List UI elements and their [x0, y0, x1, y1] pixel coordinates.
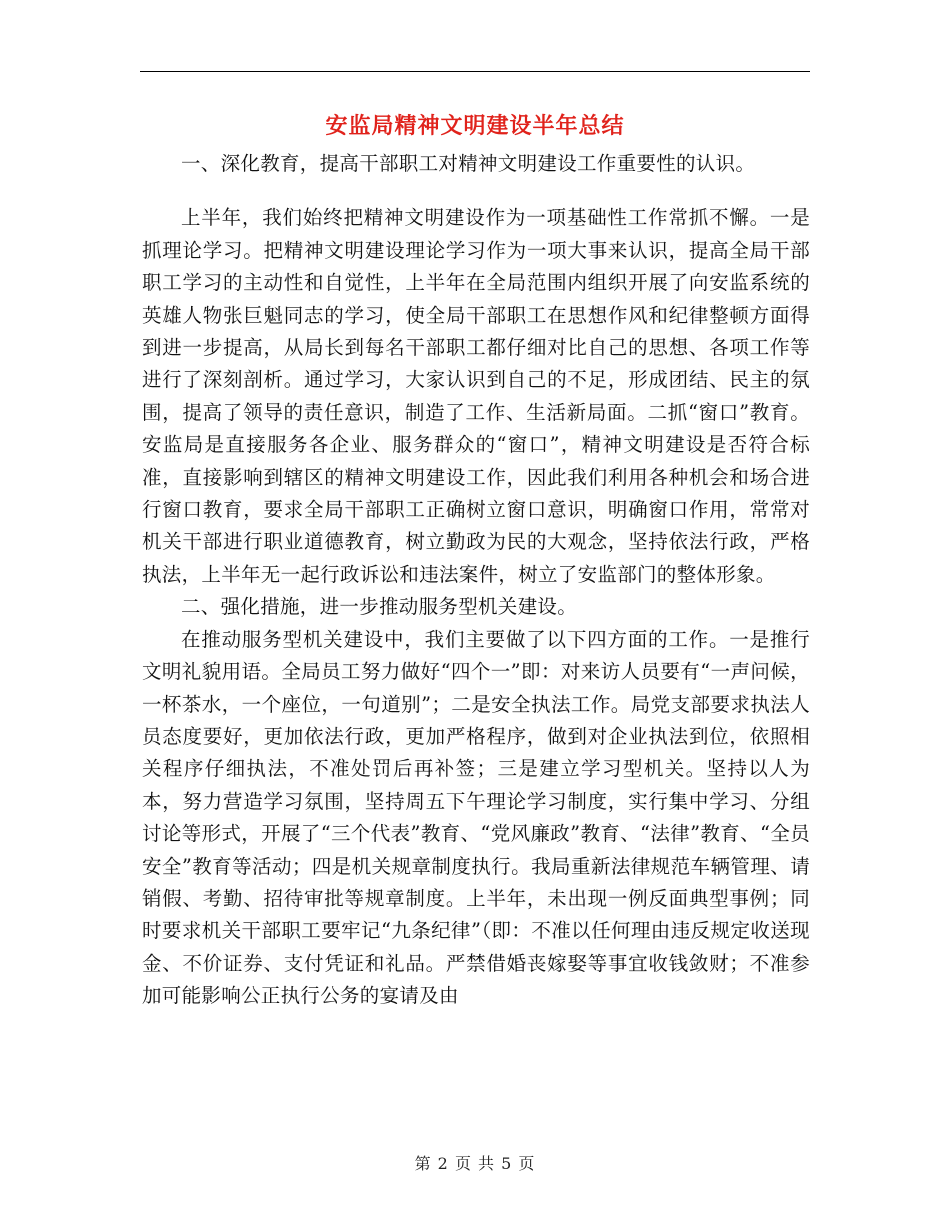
page-number: 第 2 页 共 5 页 — [414, 1154, 536, 1173]
document-body — [142, 148, 810, 1013]
section-heading-1: 一、深化教育，提高干部职工对精神文明建设工作重要性的认识。 — [181, 152, 756, 175]
document-title: 安监局精神文明建设半年总结 — [325, 113, 625, 139]
body-paragraph-1: 上半年，我们始终把精神文明建设作为一项基础性工作常抓不懈。一是抓理论学习。把精神文明建设理论学习作为一项大事来认识，提高全局干部职工学习的主动性和自觉性，上半年在全局范围内组织开展了向安监系统的英雄人物张巨魁同志的学习，使全局干部职工在思想作风和纪律整顿方面得到进一步提高，从局长到每名干部职工都仔细对比自己的思想、各项工作等进行了深刻剖析。通过学习，大家认识到自己的不足，形成团结、民主的氛围，提高了领导的责任意识，制造了工作、生活新局面。二抓“窗口”教育。安监局是直接服务各企业、服务群众的“窗口”，精神文明建设是否符合标准，直接影响到辖区的精神文明建设工作，因此我们利用各种机会和场合进行窗口教育，要求全局干部职工正确树立窗口意识，明确窗口作用，常常对机关干部进行职业道德教育，树立勤政为民的大观念，坚持依法行政，严格执法，上半年无一起行政诉讼和违法案件，树立了安监部门的整体形象。 — [142, 206, 810, 586]
header-rule — [140, 71, 810, 72]
body-paragraph-2: 在推动服务型机关建设中，我们主要做了以下四方面的工作。一是推行文明礼貌用语。全局员工努力做好“四个一”即：对来访人员要有“一声问候，一杯茶水，一个座位，一句道别”；二是安全执法工作。局党支部要求执法人员态度要好，更加依法行政，更加严格程序，做到对企业执法到位，依照相关程序仔细执法，不准处罚后再补签；三是建立学习型机关。坚持以人为本，努力营造学习氛围，坚持周五下午理论学习制度，实行集中学习、分组讨论等形式，开展了“三个代表”教育、“党风廉政”教育、“法律”教育、“全员安全”教育等活动；四是机关规章制度执行。我局重新法律规范车辆管理、请销假、考勤、招待审批等规章制度。上半年，未出现一例反面典型事例；同时要求机关干部职工要牢记“九条纪律”（即：不准以任何理由违反规定收送现金、不价证券、支付凭证和礼品。严禁借婚丧嫁娶等事宜收钱敛财；不准参加可能影响公正执行公务的宴请及由 — [142, 627, 810, 1008]
section-heading-2: 二、强化措施，进一步推动服务型机关建设。 — [181, 595, 578, 619]
